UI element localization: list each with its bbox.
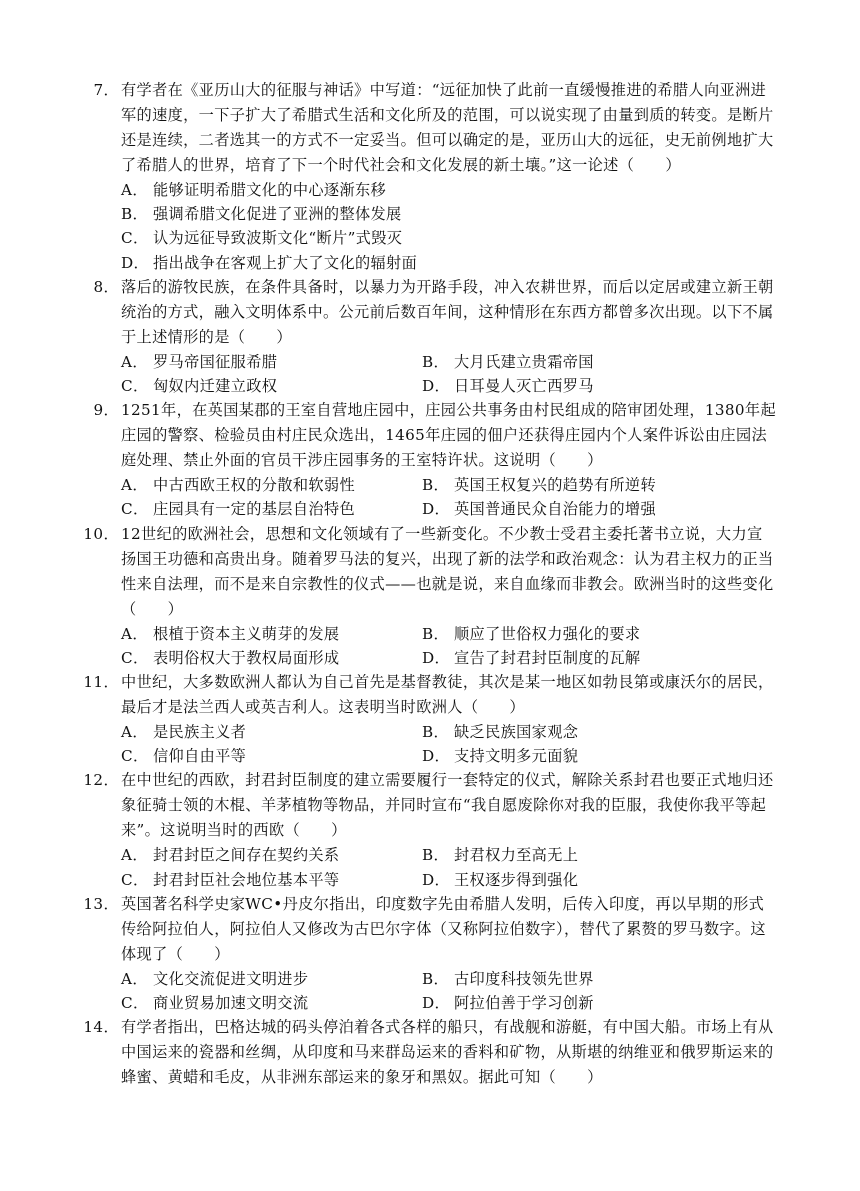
option-letter: B． bbox=[121, 205, 149, 224]
option-b[interactable] bbox=[422, 473, 656, 497]
option-letter: C． bbox=[121, 377, 149, 396]
option-b[interactable] bbox=[422, 720, 578, 744]
option-text: 封君封臣之间存在契约关系 bbox=[153, 846, 340, 865]
option-text: 庄园具有一定的基层自治特色 bbox=[153, 500, 355, 519]
option-c[interactable] bbox=[121, 646, 422, 670]
option-letter: A． bbox=[121, 476, 148, 495]
option-b[interactable] bbox=[422, 967, 594, 991]
option-d[interactable] bbox=[121, 251, 778, 275]
option-d[interactable] bbox=[422, 646, 640, 670]
option-letter: B． bbox=[422, 723, 450, 742]
options bbox=[0, 178, 860, 275]
question-stem bbox=[0, 522, 860, 622]
question-9 bbox=[0, 398, 860, 521]
option-text: 古印度科技领先世界 bbox=[454, 969, 594, 988]
option-c[interactable] bbox=[121, 226, 778, 250]
options bbox=[0, 843, 860, 891]
option-text: 缺乏民族国家观念 bbox=[454, 723, 579, 742]
option-text: 封君封臣社会地位基本平等 bbox=[153, 870, 340, 889]
option-text: 阿拉伯善于学习创新 bbox=[454, 994, 594, 1013]
option-b[interactable] bbox=[422, 622, 640, 646]
exam-page bbox=[0, 78, 860, 1090]
question-8 bbox=[0, 275, 860, 398]
option-letter: D． bbox=[121, 253, 150, 272]
option-b[interactable] bbox=[121, 202, 778, 226]
option-text: 顺应了世俗权力强化的要求 bbox=[454, 624, 641, 643]
option-text: 日耳曼人灭亡西罗马 bbox=[454, 377, 594, 396]
option-text: 匈奴内迁建立政权 bbox=[153, 377, 278, 396]
question-stem bbox=[0, 78, 860, 178]
option-letter: D． bbox=[422, 648, 451, 667]
question-number: 8． bbox=[93, 277, 119, 296]
question-stem bbox=[0, 398, 860, 473]
question-number: 9． bbox=[93, 401, 119, 420]
question-10 bbox=[0, 522, 860, 670]
option-letter: C． bbox=[121, 994, 149, 1013]
options bbox=[0, 720, 860, 768]
option-letter: D． bbox=[422, 747, 451, 766]
question-text: 有学者指出，巴格达城的码头停泊着各式各样的船只，有战舰和游艇，有中国大船。市场上有从中国运来的瓷器和丝绸，从印度和马来群岛运来的香料和矿物，从斯堪的纳维亚和俄罗斯运来的蜂蜜、黄蜡和毛皮，从非洲东部运来的象牙和黑奴。据此可知（ ） bbox=[121, 1018, 774, 1087]
question-14 bbox=[0, 1015, 860, 1090]
option-letter: A． bbox=[121, 352, 148, 371]
option-letter: D． bbox=[422, 377, 451, 396]
option-text: 英国普通民众自治能力的增强 bbox=[454, 500, 656, 519]
question-number: 13． bbox=[83, 894, 119, 913]
option-text: 封君权力至高无上 bbox=[454, 846, 579, 865]
option-b[interactable] bbox=[422, 350, 594, 374]
option-letter: B． bbox=[422, 352, 450, 371]
option-letter: A． bbox=[121, 181, 148, 199]
option-letter: C． bbox=[121, 870, 149, 889]
option-d[interactable] bbox=[422, 991, 594, 1015]
option-letter: C． bbox=[121, 747, 149, 766]
option-letter: C． bbox=[121, 500, 149, 519]
option-letter: B． bbox=[422, 624, 450, 643]
option-text: 商业贸易加速文明交流 bbox=[153, 994, 309, 1013]
option-letter: A． bbox=[121, 846, 148, 865]
option-text: 王权逐步得到强化 bbox=[454, 870, 579, 889]
question-text: 有学者在《亚历山大的征服与神话》中写道：“远征加快了此前一直缓慢推进的希腊人向亚洲进军的速度，一下子扩大了希腊式生活和文化所及的范围，可以说实现了由量到质的转变。是断片还是连续，二者选其一的方式不一定妥当。但可以确定的是，亚历山大的远征，史无前例地扩大了希腊人的世界，培育了下一个时代社会和文化发展的新土壤。”这一论述（ ） bbox=[121, 81, 774, 174]
option-c[interactable] bbox=[121, 991, 422, 1015]
option-c[interactable] bbox=[121, 744, 422, 768]
option-text: 罗马帝国征服希腊 bbox=[153, 352, 278, 371]
question-text: 英国著名科学史家WC•丹皮尔指出，印度数字先由希腊人发明，后传入印度，再以早期的形式传给阿拉伯人，阿拉伯人又修改为古巴尔字体（又称阿拉伯数字），替代了累赘的罗马数字。这体现了（ ） bbox=[121, 894, 766, 963]
options bbox=[0, 473, 860, 521]
question-number: 11． bbox=[83, 673, 119, 692]
option-letter: D． bbox=[422, 994, 451, 1013]
option-a[interactable] bbox=[121, 622, 422, 646]
question-text: 中世纪，大多数欧洲人都认为自己首先是基督教徒，其次是某一地区如勃艮第或康沃尔的居民，最后才是法兰西人或英吉利人。这表明当时欧洲人（ ） bbox=[121, 673, 774, 717]
option-letter: B． bbox=[422, 846, 450, 865]
options bbox=[0, 622, 860, 670]
question-number: 14． bbox=[83, 1018, 119, 1037]
option-letter: D． bbox=[422, 500, 451, 519]
option-text: 文化交流促进文明进步 bbox=[153, 969, 309, 988]
option-a[interactable] bbox=[121, 350, 422, 374]
option-c[interactable] bbox=[121, 868, 422, 892]
option-c[interactable] bbox=[121, 497, 422, 521]
option-a[interactable] bbox=[121, 473, 422, 497]
question-number: 12． bbox=[83, 771, 119, 790]
option-letter: B． bbox=[422, 476, 450, 495]
question-number: 10． bbox=[83, 524, 119, 543]
option-d[interactable] bbox=[422, 868, 578, 892]
question-stem bbox=[0, 275, 860, 350]
options bbox=[0, 967, 860, 1015]
question-7 bbox=[0, 78, 860, 275]
question-text: 在中世纪的西欧，封君封臣制度的建立需要履行一套特定的仪式，解除关系封君也要正式地归还象征骑士领的木棍、羊茅植物等物品，并同时宣布“我自愿废除你对我的臣服，我使你我平等起来”。这说明当时的西欧（ ） bbox=[121, 771, 774, 840]
option-text: 大月氏建立贵霜帝国 bbox=[454, 352, 594, 371]
option-a[interactable] bbox=[121, 843, 422, 867]
question-number: 7． bbox=[93, 81, 119, 99]
option-text: 认为远征导致波斯文化“断片”式毁灭 bbox=[153, 229, 403, 248]
option-a[interactable] bbox=[121, 178, 778, 202]
option-a[interactable] bbox=[121, 720, 422, 744]
question-text: 1251年，在英国某郡的王室自营地庄园中，庄园公共事务由村民组成的陪审团处理，1380年起庄园的警察、检验员由村庄民众选出，1465年庄园的佃户还获得庄园内个人案件诉讼由庄园法庭处理、禁止外面的官员干涉庄园事务的王室特许状。这说明（ ） bbox=[121, 401, 776, 470]
option-text: 中古西欧王权的分散和软弱性 bbox=[153, 476, 355, 495]
options bbox=[0, 350, 860, 398]
question-12 bbox=[0, 768, 860, 891]
option-text: 支持文明多元面貌 bbox=[454, 747, 579, 766]
option-letter: C． bbox=[121, 229, 149, 248]
option-d[interactable] bbox=[422, 744, 578, 768]
question-text: 12世纪的欧洲社会，思想和文化领域有了一些新变化。不少教士受君主委托著书立说，大力宣扬国王功德和高贵出身。随着罗马法的复兴，出现了新的法学和政治观念：认为君主权力的正当性来自法理，而不是来自宗教性的仪式——也就是说，来自血缘而非教会。欧洲当时的这些变化（ ） bbox=[121, 524, 774, 618]
option-letter: A． bbox=[121, 624, 148, 643]
question-stem bbox=[0, 670, 860, 720]
option-text: 英国王权复兴的趋势有所逆转 bbox=[454, 476, 656, 495]
option-a[interactable] bbox=[121, 967, 422, 991]
option-b[interactable] bbox=[422, 843, 578, 867]
option-text: 能够证明希腊文化的中心逐渐东移 bbox=[153, 181, 387, 199]
option-text: 根植于资本主义萌芽的发展 bbox=[153, 624, 340, 643]
question-13 bbox=[0, 892, 860, 1015]
question-11 bbox=[0, 670, 860, 768]
option-text: 指出战争在客观上扩大了文化的辐射面 bbox=[153, 253, 418, 272]
option-letter: A． bbox=[121, 969, 148, 988]
question-stem bbox=[0, 1015, 860, 1090]
option-c[interactable] bbox=[121, 374, 422, 398]
option-text: 是民族主义者 bbox=[153, 723, 247, 742]
option-letter: A． bbox=[121, 723, 148, 742]
option-d[interactable] bbox=[422, 497, 656, 521]
option-letter: D． bbox=[422, 870, 451, 889]
option-text: 宣告了封君封臣制度的瓦解 bbox=[454, 648, 641, 667]
option-text: 强调希腊文化促进了亚洲的整体发展 bbox=[153, 205, 402, 224]
question-text: 落后的游牧民族，在条件具备时，以暴力为开路手段，冲入农耕世界，而后以定居或建立新王朝统治的方式，融入文明体系中。公元前后数百年间，这种情形在东西方都曾多次出现。以下不属于上述情形的是（ ） bbox=[121, 277, 774, 346]
option-d[interactable] bbox=[422, 374, 594, 398]
option-text: 信仰自由平等 bbox=[153, 747, 247, 766]
question-stem bbox=[0, 768, 860, 843]
question-stem bbox=[0, 892, 860, 967]
option-letter: B． bbox=[422, 969, 450, 988]
option-letter: C． bbox=[121, 648, 149, 667]
option-text: 表明俗权大于教权局面形成 bbox=[153, 648, 340, 667]
